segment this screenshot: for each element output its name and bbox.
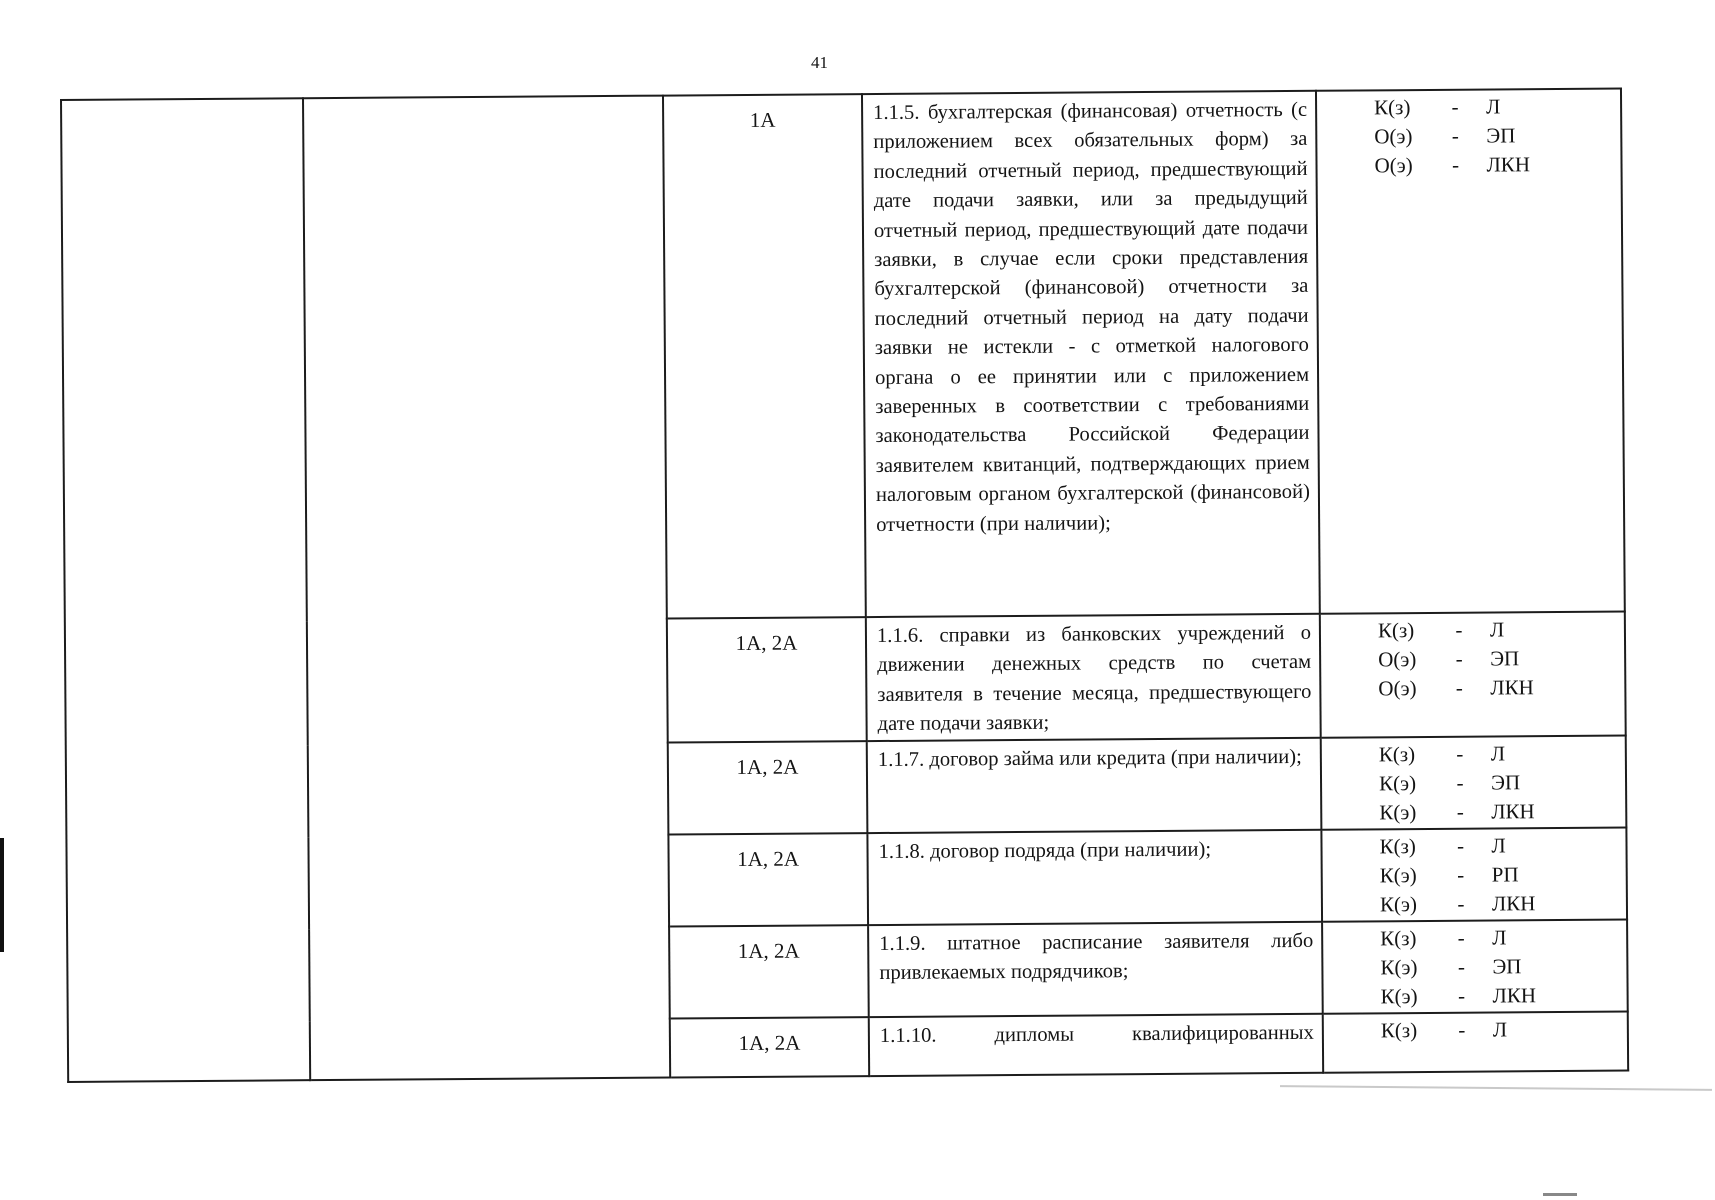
row-description: 1.1.5. бухгалтерская (финансовая) отчетность (с приложением всех обязательных форм) за последний отчетный период, предшествующий дате подачи заявки, или за предыдущий отчетный период, предшествующий дате подачи заявки, в случае если сроки представления бухгалтерской (финансовой) отчетности за последний отчетный период на дату подачи заявки не истекли - с отметкой налогового органа о ее принятии или с приложением заверенных в соответствии с требованиями законодательства Российской Федерации заявителем квитанций, подтверждающих прием налоговым органом бухгалтерской (финансовой) отчетности (при наличии);: [862, 91, 1320, 617]
empty-cell-col1: [61, 98, 310, 1081]
row-code: 1А: [663, 94, 866, 618]
row-code: 1А, 2А: [670, 1017, 869, 1077]
document-table-wrapper: [60, 88, 1627, 1077]
form-line: О(э) - ЛКН: [1378, 675, 1534, 701]
page-number: 41: [811, 53, 828, 72]
row-description: 1.1.9. штатное расписание заявителя либо привлекаемых подрядчиков;: [868, 921, 1323, 1016]
form-line: О(э) - ЭП: [1374, 123, 1516, 149]
row-forms: [1316, 89, 1625, 614]
row-description: 1.1.7. договор займа или кредита (при наличии);: [867, 737, 1322, 832]
form-line: К(э) - РП: [1379, 861, 1519, 887]
row-description: 1.1.10. дипломы квалифицированных: [869, 1013, 1323, 1075]
scan-corner-mark: [1543, 1193, 1577, 1196]
form-line: К(з) - Л: [1380, 1017, 1508, 1042]
scan-artifact-line: [1280, 1085, 1712, 1091]
form-line: К(з) - Л: [1380, 925, 1507, 950]
form-line: К(з) - Л: [1377, 617, 1505, 643]
row-description: 1.1.6. справки из банковских учреждений о движении денежных средств по счетам заявителя в течение месяца, предшествующего дате подачи заявки;: [866, 614, 1321, 741]
form-line: К(э) - ЛКН: [1380, 982, 1537, 1008]
form-line: К(э) - ЭП: [1380, 953, 1522, 979]
form-line: К(з) - Л: [1374, 94, 1501, 120]
form-line: О(э) - ЛКН: [1374, 152, 1531, 178]
row-description: 1.1.8. договор подряда (при наличии);: [867, 829, 1322, 924]
row-forms: [1320, 612, 1626, 738]
row-forms: [1321, 827, 1627, 921]
row-code: 1А, 2А: [667, 617, 867, 742]
form-line: О(э) - ЭП: [1378, 646, 1520, 672]
empty-cell-col2: [303, 96, 670, 1080]
form-line: К(з) - Л: [1379, 833, 1506, 858]
row-code: 1А, 2А: [669, 925, 869, 1018]
row-code: 1А, 2А: [668, 741, 868, 834]
form-line: К(э) - ЛКН: [1379, 798, 1535, 824]
form-line: К(з) - Л: [1378, 741, 1506, 766]
row-forms: [1322, 919, 1628, 1013]
scan-edge-mark: [0, 838, 4, 952]
row-forms: [1323, 1011, 1628, 1072]
form-line: К(э) - ЭП: [1378, 769, 1521, 795]
form-line: К(э) - ЛКН: [1379, 890, 1536, 916]
document-table: [60, 88, 1629, 1083]
row-forms: [1321, 735, 1627, 829]
table-row: [61, 89, 1625, 623]
row-code: 1А, 2А: [668, 833, 868, 926]
